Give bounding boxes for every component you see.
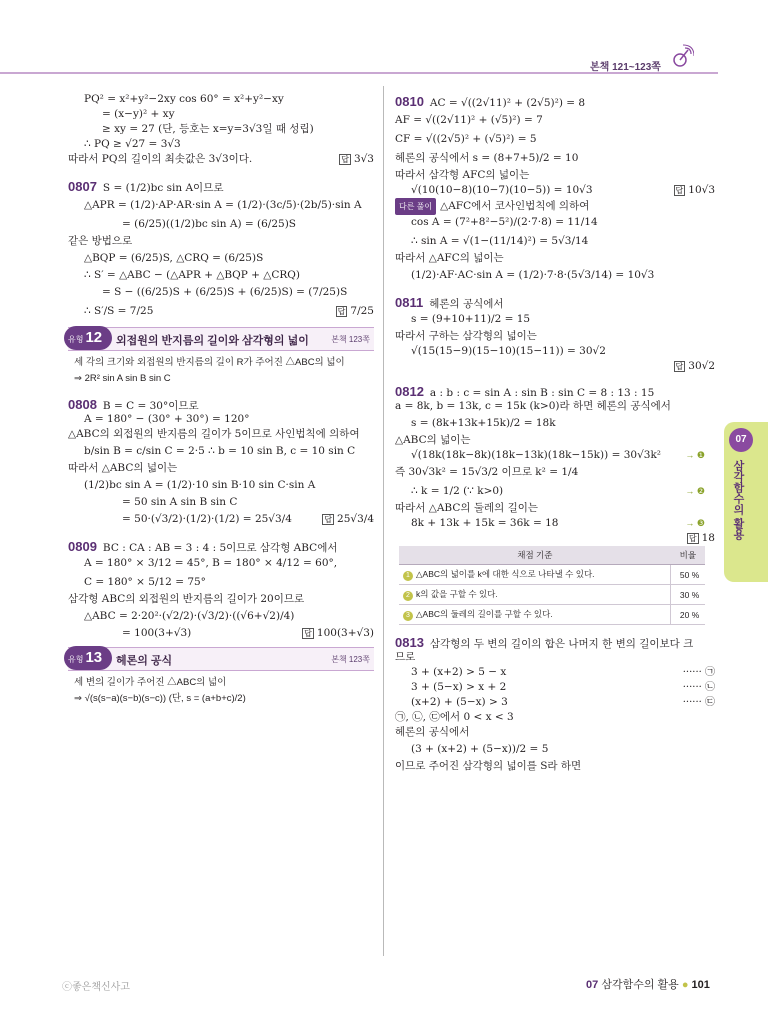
solution-line	[395, 414, 715, 433]
formula-box-line: 세 변의 길이가 주어진 △ABC의 넓이	[74, 677, 227, 688]
line-text: = 50 sin A sin B sin C	[122, 496, 238, 508]
line-text: A = 180° − (30° + 30°) = 120°	[84, 413, 250, 425]
step-number-icon: 3	[403, 611, 413, 621]
line-text: 따라서 삼각형 AFC의 넓이는	[395, 169, 530, 181]
answer-line	[395, 359, 715, 374]
solution-line	[68, 554, 374, 573]
grading-row	[399, 565, 705, 585]
line-text: 따라서 구하는 삼각형의 넓이는	[395, 330, 537, 342]
solution-line	[395, 665, 715, 680]
answer-mark	[339, 152, 374, 167]
solution-line	[68, 510, 374, 529]
solution-line	[68, 461, 374, 476]
answer-value: 30√2	[688, 360, 715, 372]
grading-criterion-text: k의 값을 구할 수 있다.	[416, 589, 498, 599]
line-text: cos A = (7²+8²−5²)/(2·7·8) = 11/14	[411, 216, 598, 228]
solution-line	[395, 251, 715, 266]
line-text: 삼각형의 두 변의 길이의 합은 나머지 한 변의 길이보다 크	[429, 638, 694, 650]
line-text: s = (9+10+11)/2 = 15	[411, 313, 531, 325]
answer-label: 답	[337, 306, 346, 316]
solution-line	[395, 232, 715, 251]
line-text: = S − ((6/25)S + (6/25)S + (6/25)S) = (7/25)S	[102, 286, 348, 298]
line-text: C = 180° × 5/12 = 75°	[84, 576, 206, 588]
line-text: 헤론의 공식에서 s = (8+7+5)/2 = 10	[395, 152, 579, 164]
answer-value: 10√3	[688, 184, 715, 196]
line-text: PQ² = x²+y²−2xy cos 60° = x²+y²−xy	[84, 93, 284, 105]
problem-0813	[395, 635, 715, 650]
problem-0809	[68, 539, 374, 554]
line-text: 따라서 PQ의 길이의 최솟값은 3√3이다.	[68, 153, 253, 165]
type-badge	[64, 326, 112, 350]
solution-line	[68, 607, 374, 626]
line-text: s = (8k+13k+15k)/2 = 18k	[411, 417, 556, 429]
line-text: ∴ S′ = △ABC − (△APR + △BQP + △CRQ)	[84, 269, 300, 281]
column-divider	[383, 86, 384, 956]
solution-line	[395, 399, 715, 414]
line-text: b/sin B = c/sin C = 2·5 ∴ b = 10 sin B, c = 10 sin C	[84, 445, 356, 457]
solution-line	[68, 495, 374, 510]
line-text: 8k + 13k + 15k = 36k = 18	[411, 517, 559, 529]
formula-box-line: 세 각의 크기와 외접원의 반지름의 길이 R가 주어진 △ABC의 넓이	[74, 357, 345, 368]
answer-value: 25√3/4	[337, 513, 374, 525]
line-text: = (6/25)((1/2)bc sin A) = (6/25)S	[122, 218, 296, 230]
formula-box-line: ⇒ 2R² sin A sin B sin C	[74, 373, 171, 384]
answer-mark	[674, 183, 715, 198]
chapter-tab-label: 삼각함수의 활용	[732, 460, 744, 541]
line-text: AC = √((2√11)² + (2√5)²) = 8	[429, 97, 586, 109]
problem-0811	[395, 295, 715, 310]
solution-line	[68, 283, 374, 302]
answer-label: 답	[675, 361, 684, 371]
solution-line	[395, 149, 715, 168]
answer-mark	[336, 302, 374, 321]
problem-number: 0811	[395, 295, 424, 310]
line-text: a = 8k, b = 13k, c = 15k (k>0)라 하면 헤론의 공식에서	[395, 400, 671, 412]
spacer	[395, 285, 715, 295]
solution-line	[395, 168, 715, 183]
solution-line	[395, 198, 715, 213]
solution-line	[395, 183, 715, 198]
line-text: ∴ PQ ≥ √27 = 3√3	[84, 138, 181, 150]
line-text: ∴ S′/S = 7/25	[84, 305, 154, 317]
grading-header-row	[399, 546, 705, 565]
answer-mark	[302, 626, 374, 641]
solution-line	[395, 329, 715, 344]
line-text: A = 180° × 3/12 = 45°, B = 180° × 4/12 = 60°,	[84, 557, 338, 569]
grading-criterion	[399, 565, 671, 585]
solution-line	[68, 92, 374, 107]
answer-value: 7/25	[350, 305, 374, 317]
line-text: (1/2)bc sin A = (1/2)·10 sin B·10 sin C·sin A	[84, 479, 316, 491]
type-page-ref: 본책 123쪽	[331, 655, 370, 664]
line-text: ㉠, ㉡, ㉢에서 0 < x < 3	[395, 711, 514, 723]
solution-line	[68, 152, 374, 167]
solution-line	[395, 448, 715, 463]
solution-line	[68, 268, 374, 283]
type-title: 외접원의 반지름의 길이와 삼각형의 넓이	[116, 335, 309, 347]
grading-criterion	[399, 605, 671, 625]
answer-line	[395, 531, 715, 546]
solution-line	[395, 463, 715, 482]
equation-tag: ······ ㉢	[682, 697, 715, 708]
grading-rate: 30 %	[671, 585, 705, 605]
problem-0810	[395, 92, 715, 111]
problem-number: 0812	[395, 384, 424, 399]
line-text: 므로	[395, 651, 416, 663]
type-banner-12	[68, 327, 374, 351]
type-badge-label: 유형	[68, 655, 84, 664]
solution-line	[68, 107, 374, 122]
publisher-copyright: ⓒ좋은책신사고	[62, 982, 130, 993]
type-title: 헤론의 공식	[116, 655, 173, 667]
formula-box-line: ⇒ √(s(s−a)(s−b)(s−c)) (단, s = (a+b+c)/2)	[74, 693, 246, 704]
line-text: 헤론의 공식에서	[395, 726, 470, 738]
solution-line	[68, 442, 374, 461]
line-text: CF = √((2√5)² + (√5)²) = 5	[395, 133, 537, 145]
type-page-ref: 본책 123쪽	[331, 335, 370, 344]
chapter-tab-number: 07	[729, 428, 753, 452]
answer-label: 답	[675, 185, 684, 195]
answer-mark	[687, 531, 715, 546]
problem-number: 0807	[68, 179, 97, 194]
page-number: 101	[691, 979, 710, 991]
line-text: △BQP = (6/25)S, △CRQ = (6/25)S	[84, 252, 264, 264]
line-text: √(18k(18k−8k)(18k−13k)(18k−15k)) = 30√3k²	[411, 449, 662, 461]
answer-mark	[322, 510, 374, 529]
line-text: 즉 30√3k² = 15√3/2 이므로 k² = 1/4	[395, 466, 579, 478]
line-text: (x+2) + (5−x) > 3	[411, 696, 508, 708]
grading-criterion	[399, 585, 671, 605]
solution-line	[68, 215, 374, 234]
solution-line	[68, 626, 374, 641]
line-text: △ABC의 외접원의 반지름의 길이가 5이므로 사인법칙에 의하여	[68, 428, 360, 440]
solution-line	[68, 476, 374, 495]
grading-table	[399, 546, 705, 625]
solution-line	[68, 427, 374, 442]
line-text: △ABC = 2·20²·(√2/2)·(√3/2)·((√6+√2)/4)	[84, 610, 295, 622]
problem-0812	[395, 384, 715, 399]
solution-line	[395, 740, 715, 759]
solution-line	[395, 213, 715, 232]
answer-value: 3√3	[353, 153, 374, 165]
right-column	[395, 92, 715, 774]
grading-row	[399, 585, 705, 605]
solution-line	[68, 592, 374, 607]
solution-line	[68, 196, 374, 215]
alt-solution-badge: 다른 풀이	[395, 198, 436, 215]
equation-tag: ······ ㉠	[682, 667, 715, 678]
solution-line	[395, 725, 715, 740]
grading-row	[399, 605, 705, 625]
solution-line	[395, 501, 715, 516]
answer-label: 답	[304, 628, 312, 638]
page-footer	[586, 976, 710, 992]
solution-line	[68, 573, 374, 592]
answer-label: 답	[688, 533, 697, 543]
line-text: (1/2)·AF·AC·sin A = (1/2)·7·8·(5√3/14) = 10√3	[411, 269, 655, 281]
solution-line	[68, 137, 374, 152]
line-text: △ABC의 넓이는	[395, 434, 471, 446]
line-text: △AFC에서 코사인법칙에 의하여	[440, 200, 590, 212]
line-text: BC : CA : AB = 3 : 4 : 5이므로 삼각형 ABC에서	[102, 542, 338, 554]
answer-label: 답	[341, 154, 349, 164]
line-text: ∴ k = 1/2 (∵ k>0)	[411, 485, 504, 497]
answer-value: 100(3+√3)	[316, 627, 374, 639]
solution-line	[395, 680, 715, 695]
solution-line	[68, 234, 374, 249]
footer-bullet: ●	[681, 979, 689, 991]
step-number-icon: 1	[403, 571, 413, 581]
type-badge-label: 유형	[68, 335, 84, 344]
answer-label: 답	[324, 514, 333, 524]
step-number-icon: 2	[403, 591, 413, 601]
solution-line	[395, 650, 715, 665]
solution-line	[395, 516, 715, 531]
footer-chapter-num: 07	[586, 979, 599, 991]
spacer	[395, 374, 715, 384]
line-text: S = (1/2)bc sin A이므로	[102, 182, 224, 194]
grading-criterion-text: △ABC의 넓이를 k에 대한 식으로 나타낼 수 있다.	[416, 569, 595, 579]
problem-number: 0808	[68, 397, 97, 412]
step-marker: → ❸	[685, 518, 705, 528]
line-text: 이므로 주어진 삼각형의 넓이를 S라 하면	[395, 760, 582, 772]
solution-line	[395, 759, 715, 774]
problem-number: 0809	[68, 539, 97, 554]
solution-line	[395, 433, 715, 448]
spacer	[68, 529, 374, 539]
page-reference	[590, 58, 661, 73]
problem-0808	[68, 397, 374, 412]
solution-line	[395, 130, 715, 149]
page-reference-text: 본책 121~123쪽	[590, 62, 661, 73]
problem-number: 0813	[395, 635, 424, 650]
type-banner-13	[68, 647, 374, 671]
line-text: 3 + (x+2) > 5 − x	[411, 666, 507, 678]
line-text: a : b : c = sin A : sin B : sin C = 8 : 13 : 15	[429, 387, 655, 399]
problem-0807	[68, 177, 374, 196]
left-column	[68, 92, 374, 707]
equation-tag: ······ ㉡	[682, 682, 715, 693]
spacer	[395, 625, 715, 635]
grading-criterion-text: △ABC의 둘레의 길이를 구할 수 있다.	[416, 609, 553, 619]
step-marker: → ❷	[685, 486, 705, 496]
line-text: = 50·(√3/2)·(1/2)·(1/2) = 25√3/4	[122, 513, 292, 525]
grading-header-1: 비율	[671, 546, 705, 565]
line-text: 같은 방법으로	[68, 235, 133, 247]
problem-number: 0810	[395, 94, 424, 109]
solution-line	[395, 482, 715, 501]
solution-line	[395, 111, 715, 130]
type-badge-number: 12	[85, 329, 103, 346]
line-text: = 100(3+√3)	[122, 627, 192, 639]
line-text: 따라서 △ABC의 넓이는	[68, 462, 178, 474]
line-text: 따라서 △AFC의 넓이는	[395, 252, 504, 264]
line-text: 3 + (5−x) > x + 2	[411, 681, 507, 693]
line-text: ≥ xy = 27 (단, 등호는 x=y=3√3일 때 성립)	[102, 123, 314, 135]
solution-line	[68, 122, 374, 137]
line-text: √(15(15−9)(15−10)(15−11)) = 30√2	[411, 345, 606, 357]
type-badge-number: 13	[85, 649, 103, 666]
answer-mark	[674, 359, 715, 374]
type-badge	[64, 646, 112, 670]
solution-line	[395, 344, 715, 359]
line-text: △APR = (1/2)·AP·AR·sin A = (1/2)·(3c/5)·(2b/5)·sin A	[84, 199, 362, 211]
line-text: AF = √((2√11)² + (√5)²) = 7	[395, 114, 543, 126]
grading-rate: 50 %	[671, 565, 705, 585]
solution-line	[395, 695, 715, 710]
line-text: (3 + (x+2) + (5−x))/2 = 5	[411, 743, 549, 755]
footer-chapter-title: 삼각함수의 활용	[601, 979, 679, 991]
line-text: = (x−y)² + xy	[102, 108, 175, 120]
line-text: √(10(10−8)(10−7)(10−5)) = 10√3	[411, 184, 593, 196]
spacer	[68, 387, 374, 397]
answer-value: 18	[701, 532, 715, 544]
satellite-icon	[668, 44, 694, 70]
step-marker: → ❶	[685, 450, 705, 460]
solution-line	[395, 710, 715, 725]
solution-line	[68, 302, 374, 321]
line-text: B = C = 30°이므로	[102, 400, 199, 412]
line-text: 헤론의 공식에서	[429, 298, 504, 310]
line-text: 삼각형 ABC의 외접원의 반지름의 길이가 20이므로	[68, 593, 305, 605]
line-text: ∴ sin A = √(1−(11/14)²) = 5√3/14	[411, 235, 589, 247]
solution-line	[68, 249, 374, 268]
grading-header-0: 채점 기준	[399, 546, 671, 565]
solution-line	[395, 310, 715, 329]
solution-line	[395, 266, 715, 285]
line-text: 따라서 △ABC의 둘레의 길이는	[395, 502, 539, 514]
chapter-side-tab[interactable]	[724, 422, 768, 582]
spacer	[68, 167, 374, 177]
grading-rate: 20 %	[671, 605, 705, 625]
solution-line	[68, 412, 374, 427]
